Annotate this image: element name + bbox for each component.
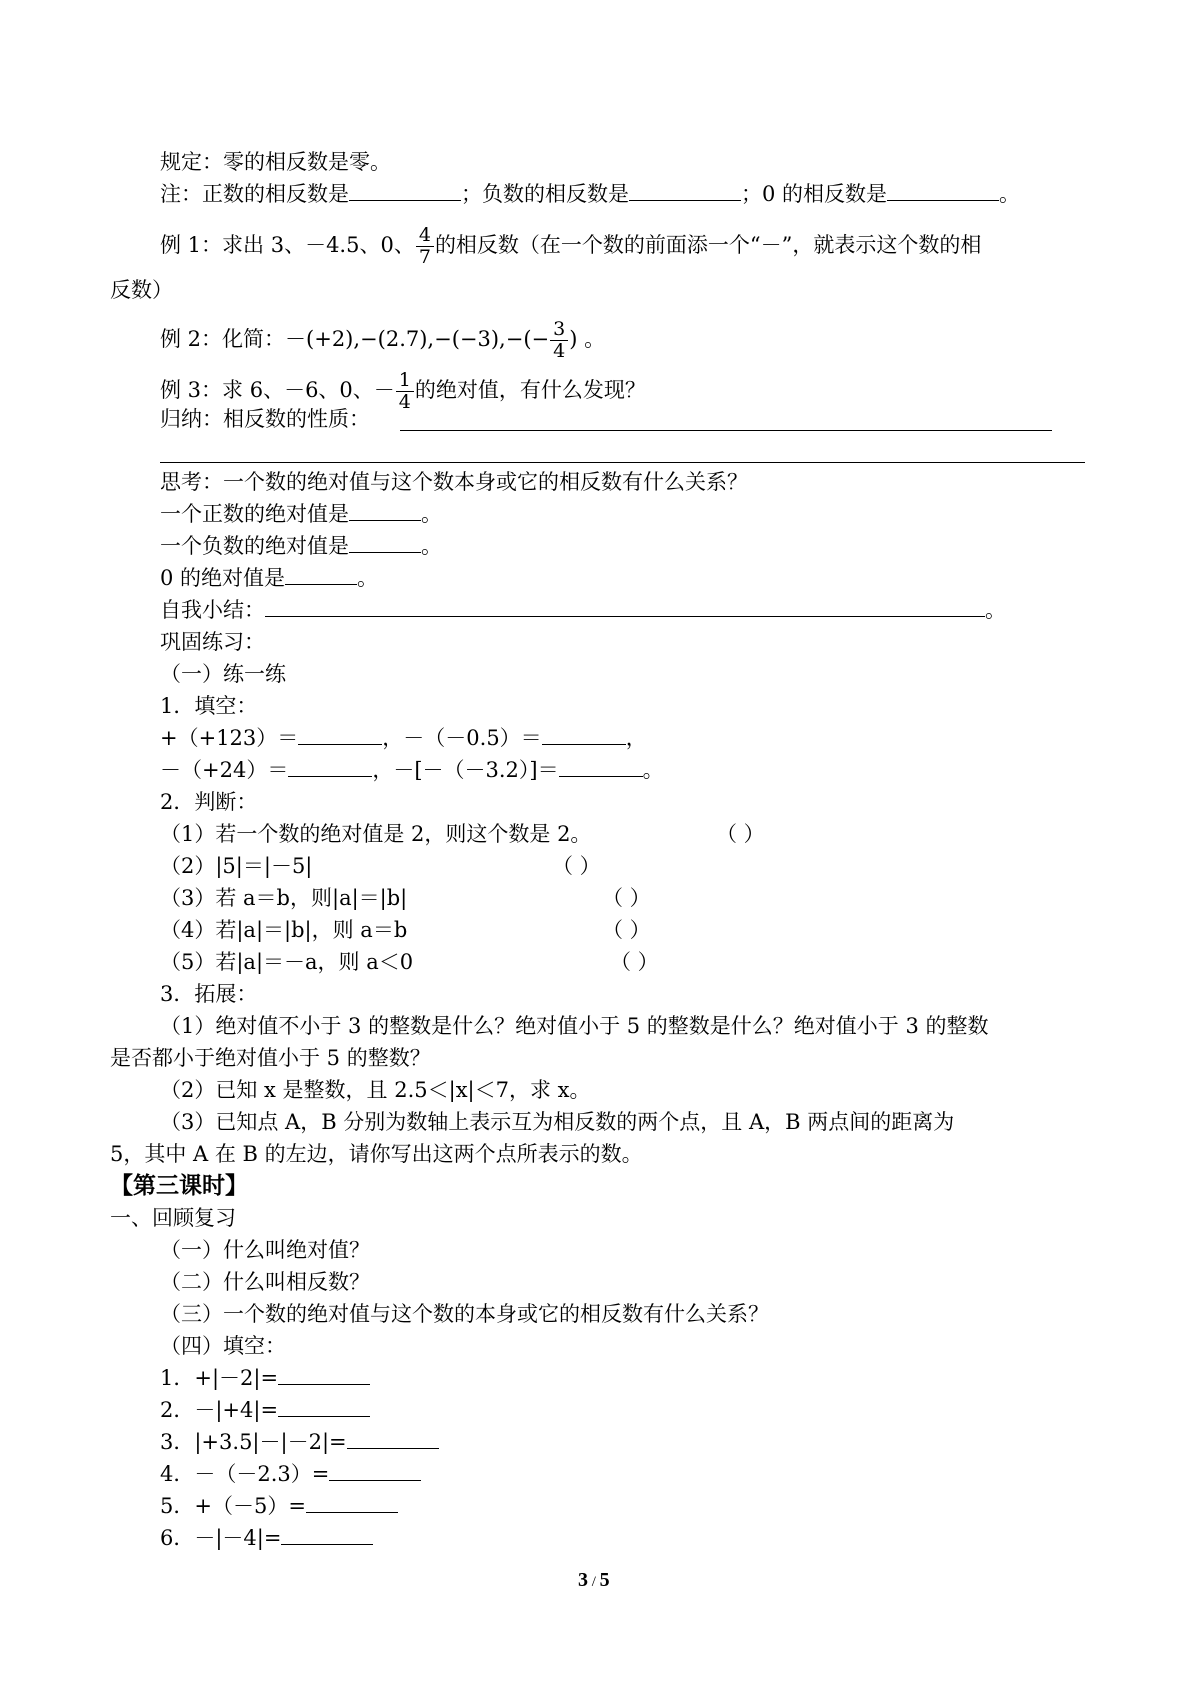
judge-item-1: （1）若一个数的绝对值是 2，则这个数是 2。 <box>160 822 592 846</box>
judge-answer-2[interactable]: （ ） <box>552 854 601 878</box>
page-separator: / <box>588 1574 600 1590</box>
judge-item-4: （4）若|a|＝|b|，则 a＝b <box>160 918 408 942</box>
example-1-text: 例 1：求出 3、－4.5、0、 <box>160 233 415 257</box>
numerator: 1 <box>396 370 414 392</box>
example-1 <box>160 222 981 268</box>
lesson-3-heading: 【第三课时】 <box>110 1172 248 1199</box>
abs-negative <box>160 532 442 560</box>
review-fill-1 <box>160 1364 370 1392</box>
review-fill-3 <box>160 1428 439 1456</box>
extension-q1: （1）绝对值不小于 3 的整数是什么？绝对值小于 5 的整数是什么？绝对值小于 3 的整数 <box>160 1014 989 1038</box>
answer-blank[interactable] <box>887 180 999 201</box>
judge-answer-4[interactable]: （ ） <box>602 918 651 942</box>
period: 。 <box>357 566 379 590</box>
judge-answer-5[interactable]: （ ） <box>610 950 659 974</box>
think-question: 思考：一个数的绝对值与这个数本身或它的相反数有什么关系？ <box>160 470 748 494</box>
answer-blank[interactable] <box>306 1492 398 1513</box>
expr: 2．－|+4|= <box>160 1398 279 1422</box>
answer-blank[interactable] <box>288 756 372 777</box>
denominator: 4 <box>398 391 411 413</box>
page-number <box>578 1566 610 1596</box>
judge-item-2: （2）|5|＝|－5| <box>160 854 313 878</box>
review-q1: （一）什么叫绝对值？ <box>160 1238 370 1262</box>
note-text-1: 注：正数的相反数是 <box>160 182 349 206</box>
review-fill-6 <box>160 1524 373 1552</box>
note-text-2: ；负数的相反数是 <box>461 182 629 206</box>
extension-q1-cont: 是否都小于绝对值小于 5 的整数？ <box>110 1046 431 1070</box>
abs-positive-text: 一个正数的绝对值是 <box>160 502 349 526</box>
note-text-4: 。 <box>999 182 1021 206</box>
note-line <box>160 180 1020 208</box>
extension-q3: （3）已知点 A，B 分别为数轴上表示互为相反数的两个点，且 A，B 两点间的距离为 <box>160 1110 955 1134</box>
fill-heading: 1．填空： <box>160 694 258 718</box>
answer-line[interactable] <box>400 430 1052 431</box>
self-summary <box>160 596 1006 624</box>
answer-blank[interactable] <box>349 500 421 521</box>
denominator: 4 <box>553 340 566 362</box>
expr: 1．+|－2|= <box>160 1366 279 1390</box>
example-3-text-2: 的绝对值，有什么发现？ <box>414 378 646 402</box>
answer-blank[interactable] <box>329 1460 421 1481</box>
example-2 <box>160 316 605 362</box>
numerator: 3 <box>550 319 568 341</box>
example-1-text-2: 的相反数（在一个数的前面添一个“－”，就表示这个数的相 <box>434 233 982 257</box>
fraction <box>550 319 568 362</box>
practice-heading: 巩固练习： <box>160 630 265 654</box>
example-2-text-2: ) 。 <box>569 327 606 351</box>
example-2-text: 例 2：化简：－(+2),−(2.7),−(−3),−(− <box>160 327 550 351</box>
abs-zero-text: 0 的绝对值是 <box>160 566 286 590</box>
answer-blank[interactable] <box>285 564 357 585</box>
expr: 3．|+3.5|－|－2|= <box>160 1430 347 1454</box>
fill-row-1 <box>160 724 647 752</box>
abs-positive <box>160 500 442 528</box>
review-heading: 一、回顾复习 <box>110 1206 236 1230</box>
answer-blank[interactable] <box>349 180 461 201</box>
answer-blank[interactable] <box>542 724 626 745</box>
induction-label: 归纳：相反数的性质： <box>160 407 370 431</box>
page-total: 5 <box>599 1569 610 1591</box>
review-fill-heading: （四）填空： <box>160 1334 286 1358</box>
rule-zero: 规定：零的相反数是零。 <box>160 150 391 174</box>
example-3-text: 例 3：求 6、－6、0、－ <box>160 378 395 402</box>
judge-item-5: （5）若|a|＝－a，则 a＜0 <box>160 950 414 974</box>
expr: 5．+（－5）= <box>160 1494 306 1518</box>
page-current: 3 <box>578 1569 588 1591</box>
numerator: 4 <box>416 225 434 247</box>
review-q2: （二）什么叫相反数？ <box>160 1270 370 1294</box>
judge-item-3: （3）若 a＝b，则|a|＝|b| <box>160 886 408 910</box>
judge-heading: 2．判断： <box>160 790 258 814</box>
period: 。 <box>421 534 442 558</box>
period: 。 <box>421 502 442 526</box>
extension-q3-cont: 5，其中 A 在 B 的左边，请你写出这两个点所表示的数。 <box>110 1142 643 1166</box>
expr: －（+24）＝ <box>160 758 289 782</box>
judge-answer-1[interactable]: （ ） <box>716 822 765 846</box>
review-fill-4 <box>160 1460 421 1488</box>
self-summary-label: 自我小结： <box>160 598 265 622</box>
review-fill-2 <box>160 1396 370 1424</box>
answer-blank[interactable] <box>278 1364 370 1385</box>
fraction <box>416 225 434 268</box>
example-1-cont: 反数） <box>110 278 173 302</box>
answer-blank[interactable] <box>278 1396 370 1417</box>
fill-row-2 <box>160 756 664 784</box>
answer-blank[interactable] <box>347 1428 439 1449</box>
practice-section-1: （一）练一练 <box>160 662 286 686</box>
denominator: 7 <box>418 246 431 268</box>
answer-blank[interactable] <box>298 724 382 745</box>
judge-answer-3[interactable]: （ ） <box>602 886 651 910</box>
expr: +（+123）＝ <box>160 726 299 750</box>
expr: ，－[－（－3.2）]＝ <box>372 758 559 782</box>
expr: ，－（－0.5）＝ <box>382 726 542 750</box>
abs-zero <box>160 564 378 592</box>
answer-blank[interactable] <box>629 180 741 201</box>
answer-blank[interactable] <box>265 596 985 617</box>
expr: 6．－|－4|= <box>160 1526 282 1550</box>
answer-line[interactable] <box>160 462 1085 463</box>
answer-blank[interactable] <box>559 756 643 777</box>
period: 。 <box>642 758 664 782</box>
review-fill-5 <box>160 1492 398 1520</box>
extension-q2: （2）已知 x 是整数，且 2.5＜|x|＜7，求 x。 <box>160 1078 591 1102</box>
period: 。 <box>985 598 1006 622</box>
abs-negative-text: 一个负数的绝对值是 <box>160 534 349 558</box>
review-q3: （三）一个数的绝对值与这个数的本身或它的相反数有什么关系？ <box>160 1302 769 1326</box>
comma: ， <box>625 726 647 750</box>
expr: 4．－（－2.3）= <box>160 1462 330 1486</box>
answer-blank[interactable] <box>281 1524 373 1545</box>
extension-heading: 3．拓展： <box>160 982 258 1006</box>
fraction <box>396 370 414 413</box>
note-text-3: ；0 的相反数是 <box>741 182 888 206</box>
answer-blank[interactable] <box>349 532 421 553</box>
